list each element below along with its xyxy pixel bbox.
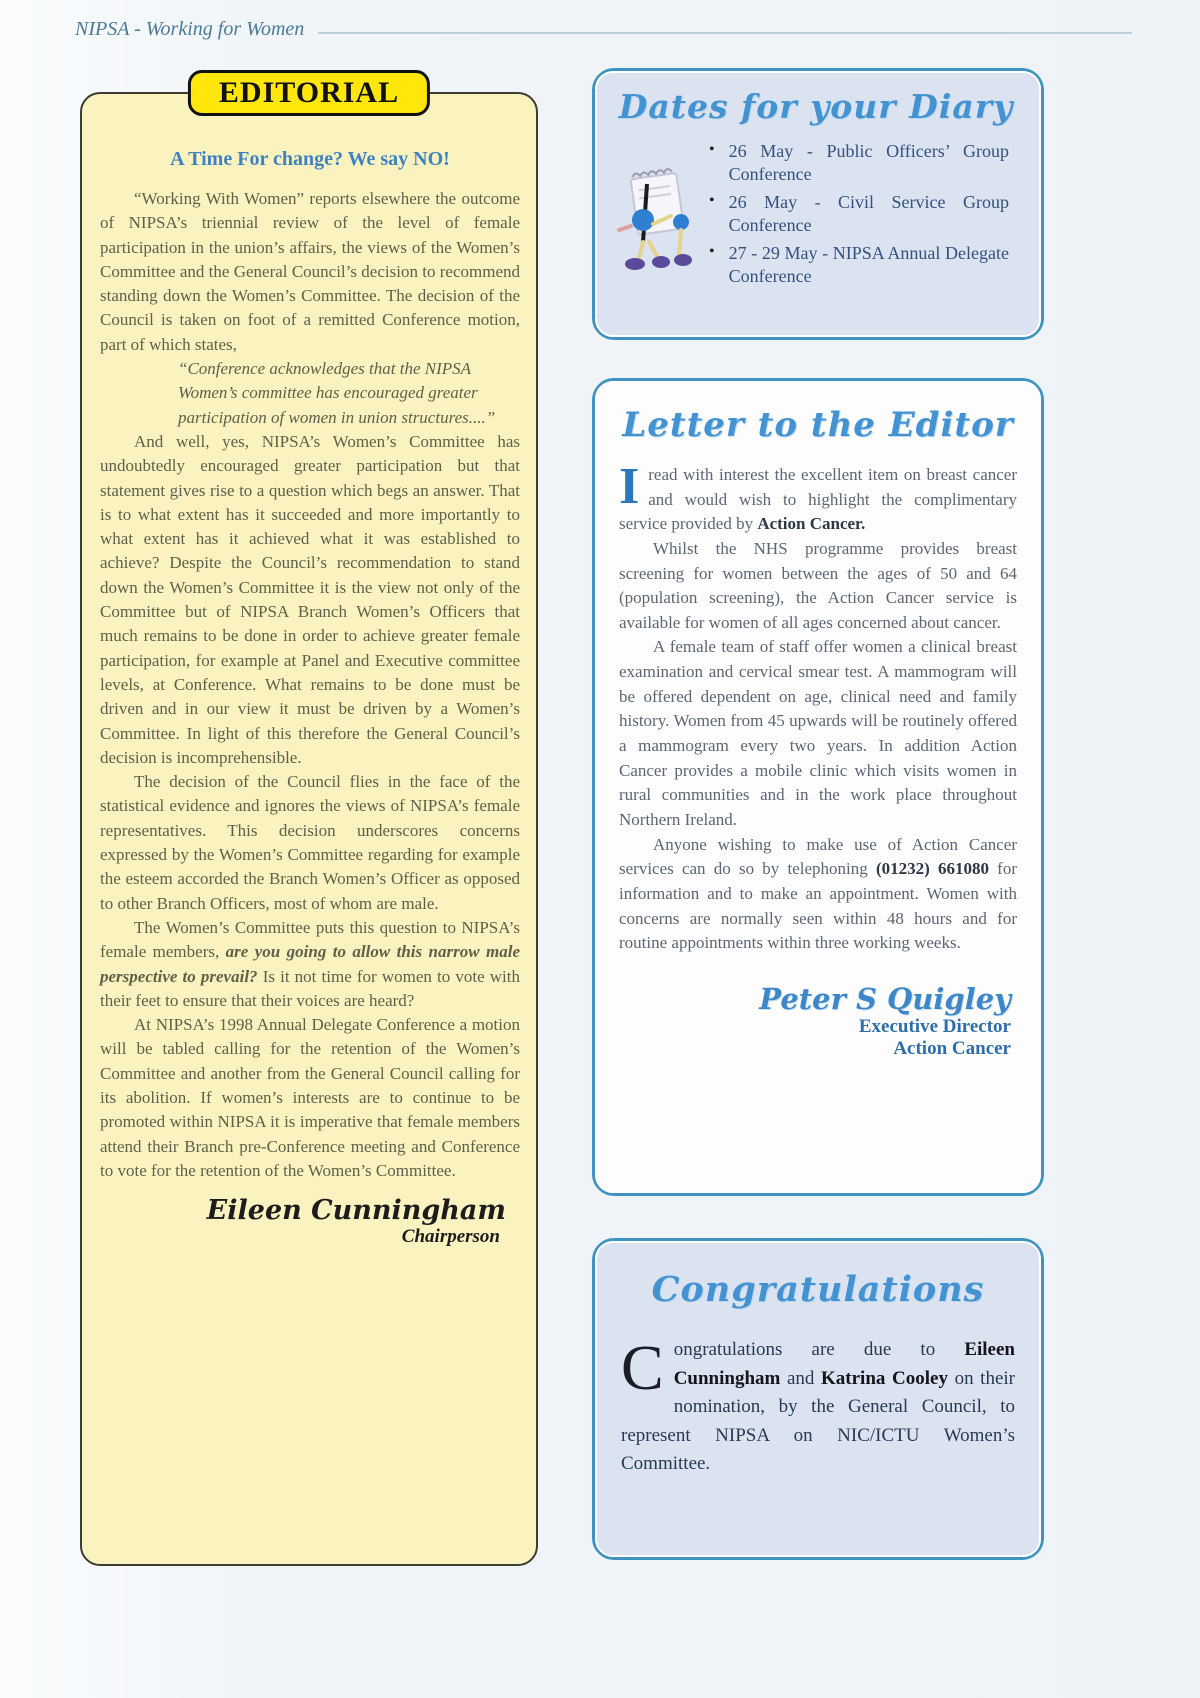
page-header-title: NIPSA - Working for Women [75, 18, 305, 40]
editorial-signature-role: Chairperson [401, 1226, 500, 1248]
letter-dropcap: I [619, 458, 640, 515]
letter-signature-role-1: Executive Director [858, 1015, 1011, 1037]
congratulations-name-2: Katrina Cooley [821, 1367, 948, 1389]
editorial-paragraph-4 [100, 916, 520, 1013]
congratulations-dropcap: C [621, 1332, 664, 1403]
congratulations-panel-inner [595, 1241, 1041, 1557]
letter-title: Letter to the Editor [622, 405, 1014, 445]
diary-title: Dates for your Diary [618, 87, 1014, 126]
editorial-paragraph-2: And well, yes, NIPSA’s Women’s Committee has undoubtedly encouraged greater participation but that statement gives rise to a question which begs an answer. That is to what extent has it succeeded and more importantly to what extent has it achieved what it was established to achieve? Despite the Council’s recommendation to stand down the Women’s Committee it is the view not only of the Committee but of NIPSA Branch Women’s Officers that much remains to be done in order to achieve greater female participation, for example at Panel and Executive committee levels, at Conference. What remains to be done must be driven and in our view it must be driven by a Women’s Committee. In light of this therefore the General Council’s decision is incomprehensible. [100, 431, 520, 767]
page-header [75, 18, 1132, 41]
editorial-paragraph-1: “Working With Women” reports elsewhere the outcome of NIPSA’s triennial review of the level of female participation in the union’s affairs, the views of the Women’s Committee and the General Council’s decision to recommend standing down the Women’s Committee. The decision of the Council is taken on foot of a remitted Conference motion, part of which states, [100, 189, 520, 354]
letter-signature-role-2: Action Cancer [893, 1037, 1011, 1059]
letter-paragraph-4-end: for information and to make an appointment. Women with concerns are normally seen within 48 hours and for routine appointments within three working weeks. [619, 859, 1017, 953]
editorial-quote: “Conference acknowledges that the NIPSA Women’s committee has encouraged greater participation of women in union structures....” [178, 359, 496, 427]
congratulations-section [592, 1238, 1044, 1560]
letter-paragraph-2: Whilst the NHS programme provides breast screening for women between the ages of 50 and 64 (population screening), the Action Cancer service is available for women of all ages concerned about cancer. [619, 538, 1017, 632]
letter-paragraph-1-text: read with interest the excellent item on breast cancer and would wish to highlight the complimentary service provided by [619, 465, 1017, 534]
letter-paragraph-4-start: Anyone wishing to make use of Action Cancer services can do so by telephoning [619, 834, 1017, 879]
diary-section [592, 68, 1044, 340]
diary-panel-inner [595, 71, 1041, 337]
diary-item-1: • 26 May - Public Officers’ Group Conference [705, 140, 1023, 187]
editorial-paragraph-4-end: Is it not time for women to vote with their feet to ensure that their voices are heard? [100, 966, 521, 1010]
diary-item-2: • 26 May - Civil Service Group Conference [705, 191, 1023, 238]
letter-paragraph-4 [619, 833, 1017, 956]
congratulations-text-start: ongratulations are due to [673, 1339, 965, 1360]
diary-item-3: • 27 - 29 May - NIPSA Annual Delegate Conference [705, 242, 1023, 289]
header-rule [318, 32, 1132, 34]
letter-paragraph-1-bold: Action Cancer. [757, 514, 866, 534]
editorial-section [80, 76, 538, 1566]
editorial-paragraph-4-start: The Women’s Committee puts this question to NIPSA’s female members, [100, 917, 520, 962]
congratulations-text-mid: and [780, 1367, 822, 1389]
editorial-badge: EDITORIAL [188, 70, 430, 116]
congratulations-title: Congratulations [651, 1269, 985, 1310]
walking-diary-clipart [609, 154, 705, 284]
letter-signature: Peter S Quigley [759, 981, 1011, 1016]
congratulations-text-end: on their nomination, by the General Council, to represent NIPSA on NIC/ICTU Women’s Committee. [621, 1367, 1015, 1474]
congratulations-name-1: Eileen Cunningham [673, 1339, 1015, 1389]
editorial-paragraph-4-emphasis: are you going to allow this narrow male perspective to prevail? [100, 942, 520, 986]
editorial-title: A Time For change? We say NO! [170, 148, 450, 170]
congratulations-paragraph [621, 1332, 1015, 1479]
letter-paragraph-1 [619, 458, 1017, 537]
letter-phone-number: (01232) 661080 [875, 859, 989, 879]
editorial-paragraph-3: The decision of the Council flies in the face of the statistical evidence and ignores the views of NIPSA’s female representatives. This decision underscores concerns expressed by the Women’s Committee regarding for example the esteem accorded the Branch Women’s Officer as opposed to other Branch Officers, most of whom are male. [100, 772, 520, 913]
editorial-paragraph-5: At NIPSA’s 1998 Annual Delegate Conference a motion will be tabled calling for the retention of the Women’s Committee and another from the General Council calling for its abolition. If women’s interests are to continue to be promoted within NIPSA it is imperative that female members attend their Branch pre-Conference meeting and Conference to vote for the retention of the Women’s Committee. [100, 1015, 520, 1180]
letter-section [592, 378, 1044, 1196]
letter-panel-inner [595, 381, 1041, 1193]
editorial-signature: Eileen Cunningham [206, 1195, 506, 1227]
letter-paragraph-3: A female team of staff offer women a clinical breast examination and cervical smear test. A mammogram will be offered dependent on age, clinical need and family history. Women from 45 upwards will be routinely offered a mammogram every two years. In addition Action Cancer provides a mobile clinic which visits women in rural communities and in the work place throughout Northern Ireland. [619, 637, 1017, 829]
diary-list [705, 140, 1023, 292]
diary-body [609, 140, 1023, 292]
